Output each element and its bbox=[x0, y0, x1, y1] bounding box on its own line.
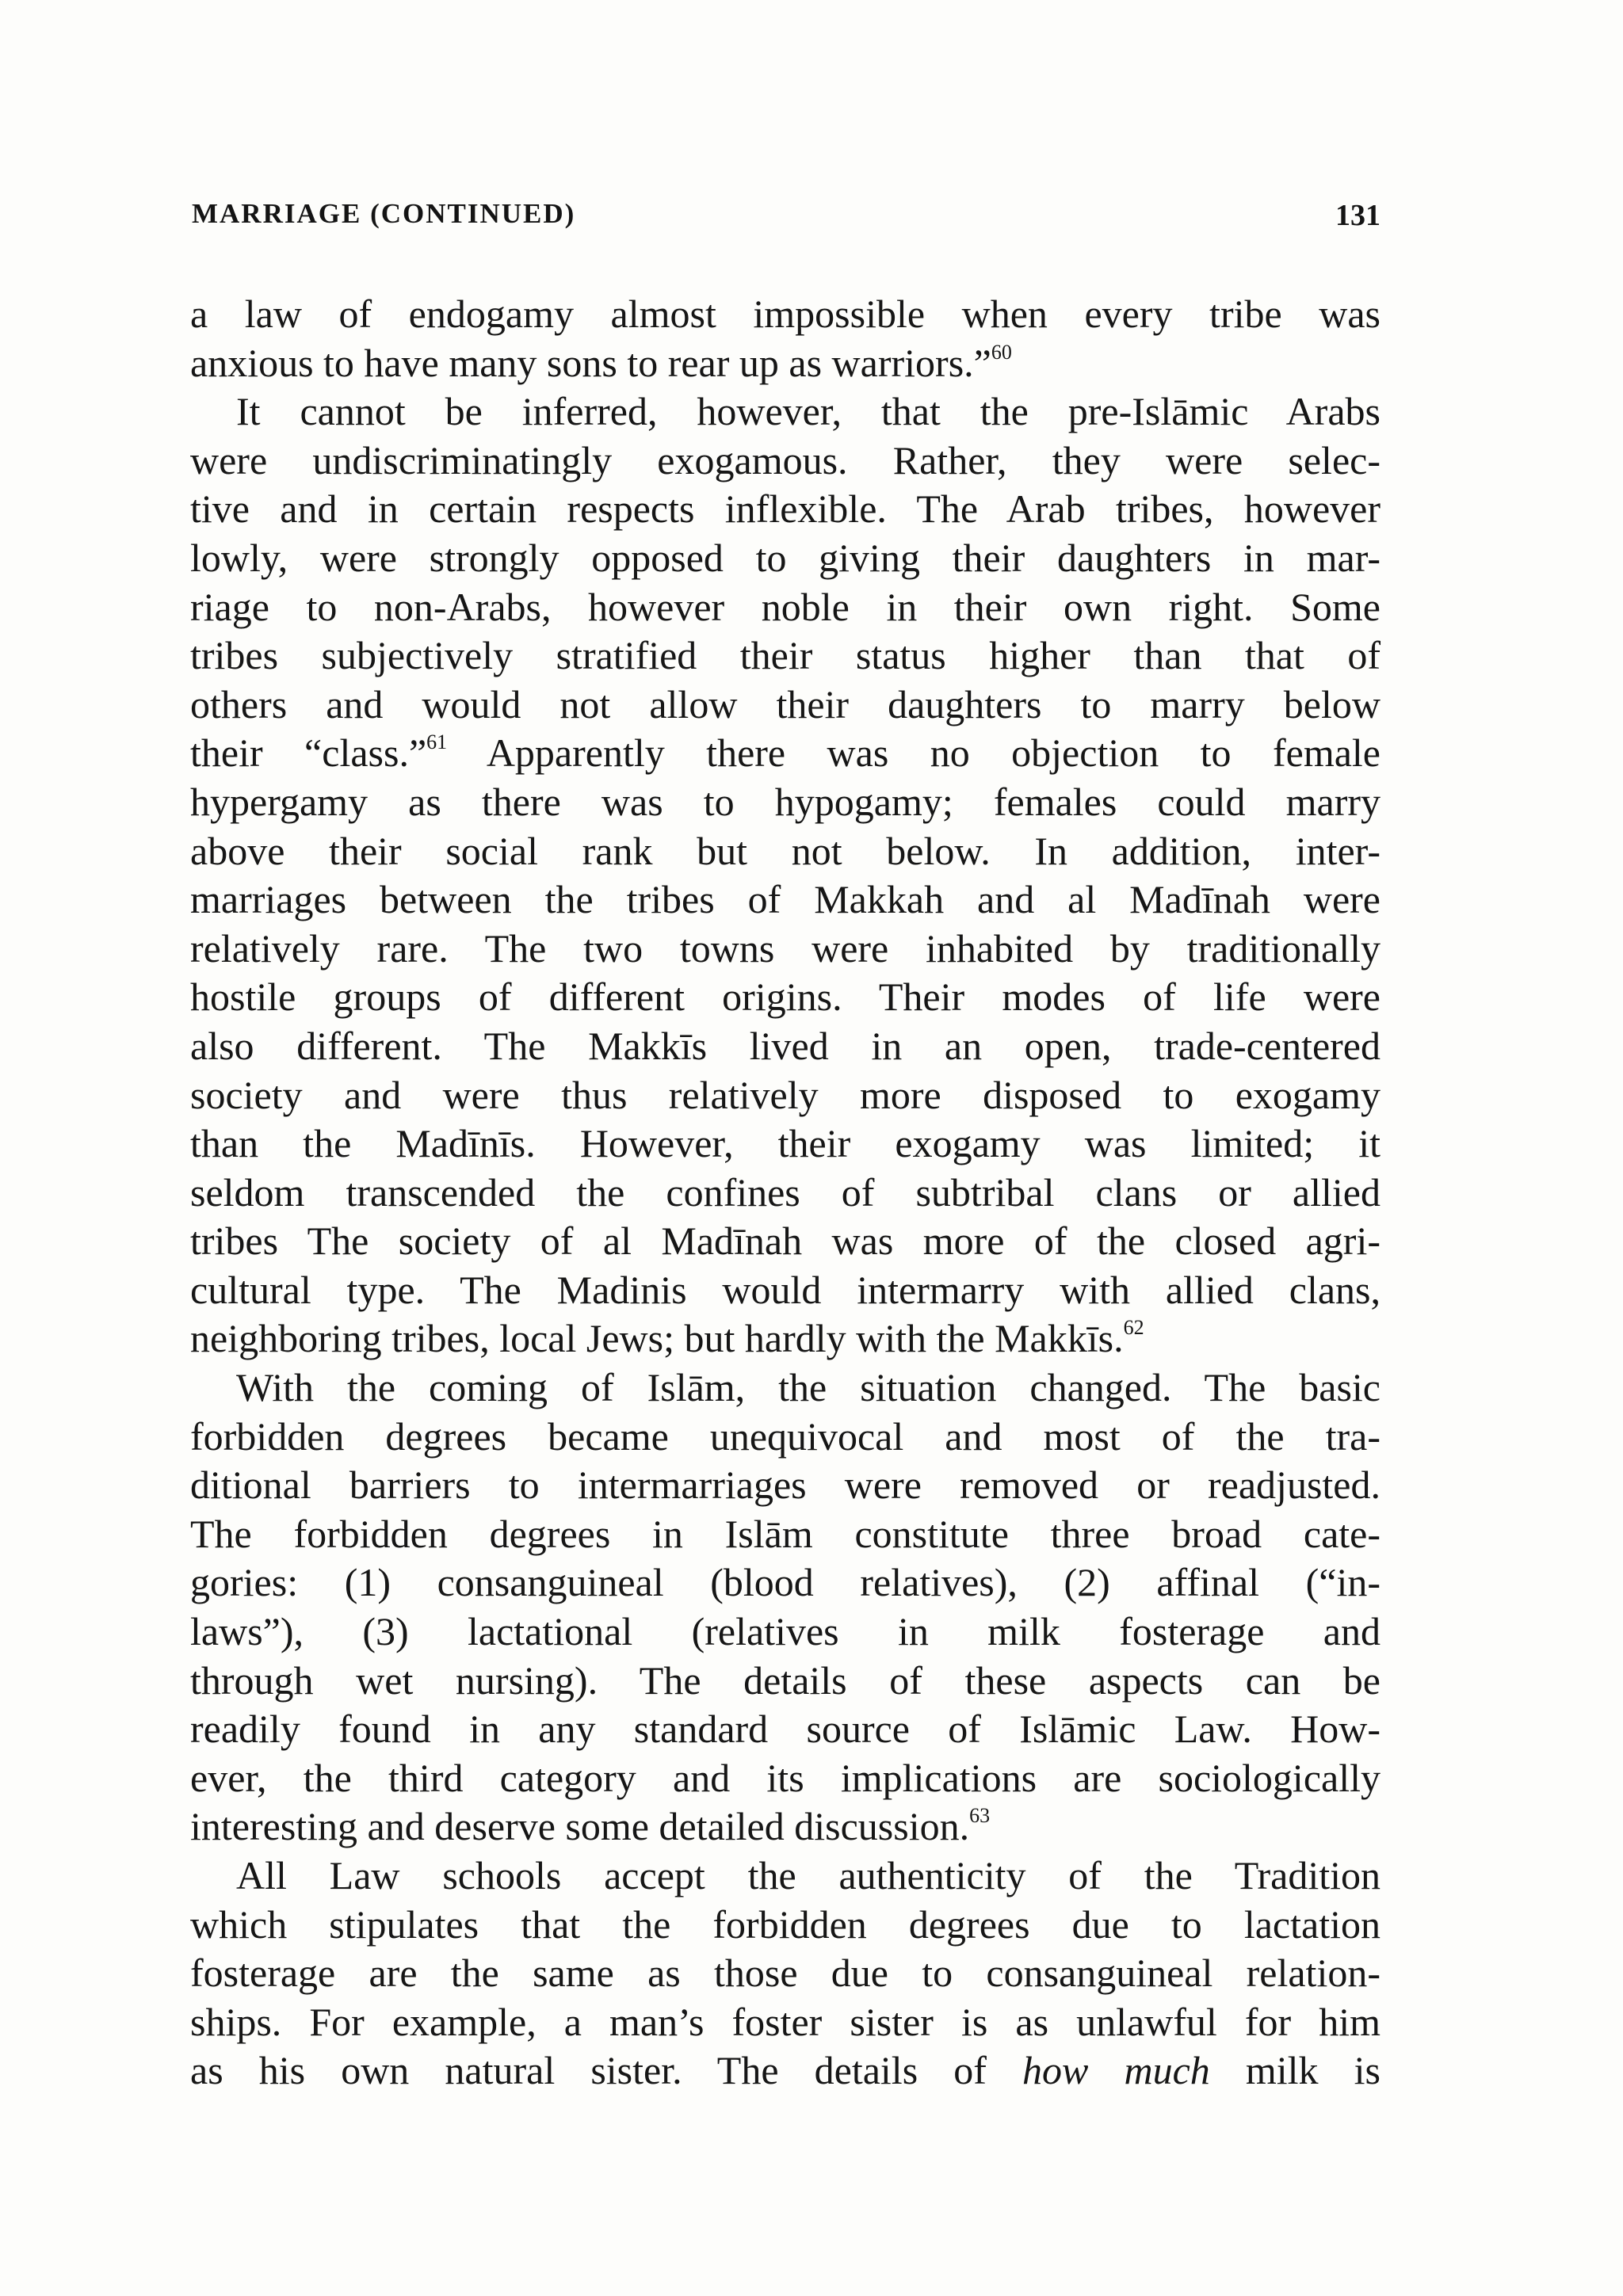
text-line bbox=[190, 1657, 1381, 1706]
text-line bbox=[190, 290, 1381, 339]
text-line bbox=[190, 1608, 1381, 1657]
line-text: gories: (1) consanguineal (blood relatives), (2) affinal (“in- bbox=[190, 1560, 1381, 1605]
line-text: ever, the third category and its implications are sociologically bbox=[190, 1755, 1381, 1800]
line-text: ships. For example, a man’s foster sister is as unlawful for him bbox=[190, 1999, 1381, 2044]
text-line bbox=[190, 925, 1381, 974]
line-text: others and would not allow their daughters to marry below bbox=[190, 681, 1381, 727]
text-line bbox=[190, 1022, 1381, 1071]
line-text: their “class.” bbox=[190, 730, 427, 776]
text-line bbox=[190, 875, 1381, 925]
body-text bbox=[190, 290, 1381, 2096]
line-text: neighboring tribes, local Jews; but hardly with the Makkīs. bbox=[190, 1316, 1124, 1361]
text-line bbox=[190, 1217, 1381, 1266]
line-text: fosterage are the same as those due to consanguineal relation- bbox=[190, 1951, 1381, 1996]
text-line bbox=[190, 1949, 1381, 1998]
line-text: hypergamy as there was to hypogamy; females could marry bbox=[190, 779, 1381, 824]
line-text: also different. The Makkīs lived in an open, trade-centered bbox=[190, 1023, 1381, 1068]
line-text: above their social rank but not below. In addition, inter- bbox=[190, 828, 1381, 873]
line-text: seldom transcended the confines of subtribal clans or allied bbox=[190, 1169, 1381, 1215]
text-line bbox=[190, 681, 1381, 730]
text-line bbox=[190, 631, 1381, 681]
text-line bbox=[190, 1169, 1381, 1218]
text-line bbox=[190, 778, 1381, 827]
running-title: MARRIAGE (CONTINUED) bbox=[192, 198, 576, 229]
line-text: cultural type. The Madinis would intermarry with allied clans, bbox=[190, 1267, 1381, 1312]
text-line bbox=[190, 1071, 1381, 1120]
line-text: marriages between the tribes of Makkah and al Madīnah were bbox=[190, 877, 1381, 922]
text-line bbox=[190, 583, 1381, 632]
line-text: a law of endogamy almost impossible when every tribe was bbox=[190, 292, 1381, 336]
text-line bbox=[190, 437, 1381, 486]
paragraph bbox=[190, 290, 1381, 387]
text-line bbox=[190, 387, 1381, 437]
line-text: relatively rare. The two towns were inhabited by traditionally bbox=[190, 925, 1381, 971]
text-line bbox=[190, 1413, 1381, 1462]
line-text: ditional barriers to intermarriages were removed or readjusted. bbox=[190, 1463, 1381, 1508]
paragraph bbox=[190, 1852, 1381, 2096]
text-line bbox=[190, 339, 1381, 388]
line-text: It cannot be inferred, however, that the pre-Islāmic Arabs bbox=[236, 389, 1381, 434]
line-text: forbidden degrees became unequivocal and most of the tra- bbox=[190, 1413, 1381, 1459]
text-line bbox=[190, 1802, 1381, 1852]
line-text: All Law schools accept the authenticity of the Tradition bbox=[236, 1853, 1381, 1897]
running-head bbox=[192, 198, 1381, 246]
paragraph bbox=[190, 387, 1381, 1363]
line-text: anxious to have many sons to rear up as warriors.” bbox=[190, 340, 991, 385]
line-text-continued: Apparently there was no objection to female bbox=[447, 730, 1381, 776]
text-line bbox=[190, 729, 1381, 778]
footnote-marker[interactable]: 60 bbox=[991, 340, 1012, 364]
line-text: With the coming of Islām, the situation changed. The basic bbox=[236, 1365, 1381, 1410]
text-line bbox=[190, 1119, 1381, 1169]
text-line bbox=[190, 2046, 1381, 2096]
line-text: tribes subjectively stratified their status higher than that of bbox=[190, 633, 1381, 678]
footnote-marker[interactable]: 63 bbox=[969, 1804, 991, 1828]
line-text: than the Madīnīs. However, their exogamy was limited; it bbox=[190, 1121, 1381, 1166]
text-line bbox=[190, 485, 1381, 534]
footnote-marker[interactable]: 61 bbox=[426, 730, 448, 754]
text-line bbox=[190, 1314, 1381, 1363]
text-line bbox=[190, 1901, 1381, 1950]
text-line bbox=[190, 1754, 1381, 1803]
line-text-continued: milk is bbox=[1209, 2048, 1381, 2093]
text-line bbox=[190, 1852, 1381, 1901]
line-text: tive and in certain respects inflexible. The Arab tribes, however bbox=[190, 486, 1381, 532]
line-text: riage to non-Arabs, however noble in their own right. Some bbox=[190, 584, 1381, 629]
emphasis: how much bbox=[1022, 2048, 1210, 2093]
line-text: The forbidden degrees in Islām constitute three broad cate- bbox=[190, 1511, 1381, 1556]
text-line bbox=[190, 973, 1381, 1022]
line-text: readily found in any standard source of Islāmic Law. How- bbox=[190, 1707, 1381, 1752]
line-text: were undiscriminatingly exogamous. Rather, they were selec- bbox=[190, 437, 1381, 482]
line-text: which stipulates that the forbidden degrees due to lactation bbox=[190, 1901, 1381, 1947]
line-text: lowly, were strongly opposed to giving their daughters in mar- bbox=[190, 535, 1381, 580]
line-text: through wet nursing). The details of these aspects can be bbox=[190, 1657, 1381, 1703]
line-text: interesting and deserve some detailed discussion. bbox=[190, 1804, 970, 1849]
footnote-marker[interactable]: 62 bbox=[1123, 1316, 1144, 1340]
text-line bbox=[190, 534, 1381, 583]
paragraph bbox=[190, 1363, 1381, 1852]
line-text: society and were thus relatively more disposed to exogamy bbox=[190, 1072, 1381, 1117]
line-text: laws”), (3) lactational (relatives in milk fosterage and bbox=[190, 1609, 1381, 1654]
text-line bbox=[190, 1461, 1381, 1510]
page-number: 131 bbox=[1335, 199, 1381, 232]
line-text: tribes The society of al Madīnah was more of the closed agri- bbox=[190, 1219, 1381, 1264]
line-text: hostile groups of different origins. Their modes of life were bbox=[190, 974, 1381, 1020]
text-line bbox=[190, 1266, 1381, 1315]
text-line bbox=[190, 1510, 1381, 1559]
text-line bbox=[190, 1558, 1381, 1608]
text-line bbox=[190, 1363, 1381, 1413]
text-line bbox=[190, 1998, 1381, 2047]
text-line bbox=[190, 1705, 1381, 1754]
line-text: as his own natural sister. The details of bbox=[190, 2048, 1023, 2093]
text-line bbox=[190, 827, 1381, 876]
